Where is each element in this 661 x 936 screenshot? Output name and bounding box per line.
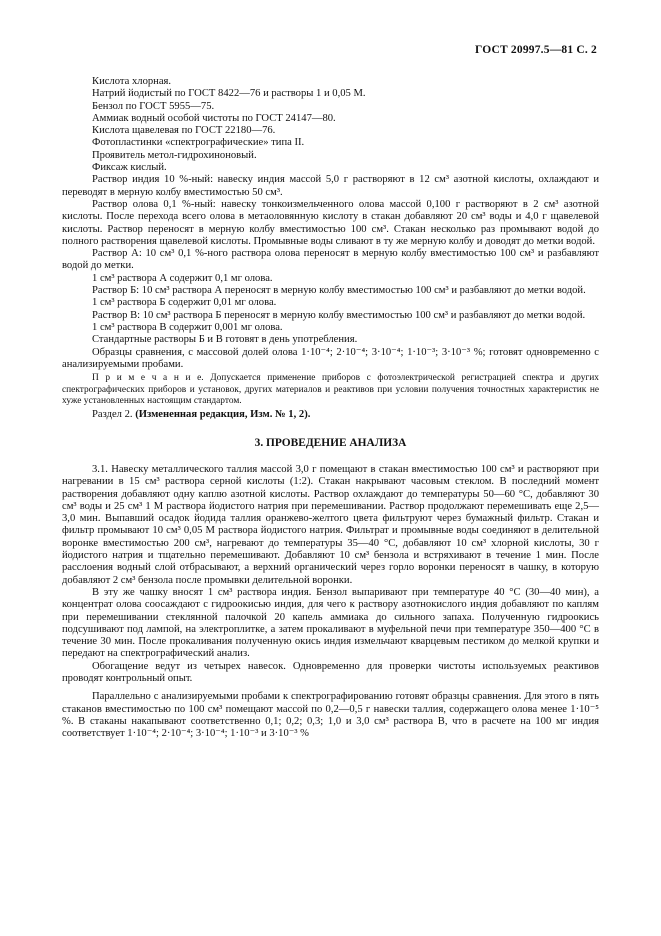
section-reference-edition: (Измененная редакция, Изм. № 1, 2). [135, 409, 311, 421]
solution-a-paragraph: Раствор А: 10 см³ 0,1 %-ного раствора олова переносят в мерную колбу вместимостью 100 см³ и разбавляют водой до метки. [62, 248, 599, 272]
note-paragraph: П р и м е ч а н и е. Допускается применение приборов с фотоэлектрической регистрацией спектра и других спектрографических приборов и установок, других материалов и реактивов при условии получения точностных характеристик не хуже установленных настоящим стандартом. [62, 373, 599, 406]
analysis-paragraph-4: Параллельно с анализируемыми пробами к спектрографированию готовят образцы сравнения. Для этого в пять стаканов вместимостью по 100 см³ помещают массой по 0,2—0,5 г навески таллия, содержащего олова менее 1·10⁻⁵ %. В стаканы накапывают соответственно 0,1; 0,2; 0,3; 1,0 и 3,0 см³ раствора В, что в расчете на 100 мг индия соответствует 1·10⁻⁴; 2·10⁻⁴; 3·10⁻⁴; 1·10⁻³ и 3·10⁻³ % [62, 691, 599, 740]
solution-b-paragraph: Раствор Б: 10 см³ раствора А переносят в мерную колбу вместимостью 100 см³ и разбавляют до метки водой. [92, 285, 586, 297]
section-title: 3. ПРОВЕДЕНИЕ АНАЛИЗА [254, 436, 407, 449]
solution-v-paragraph: Раствор В: 10 см³ раствора Б переносят в мерную колбу вместимостью 100 см³ и разбавляют до метки водой. [92, 309, 586, 321]
reference-samples-paragraph: Образцы сравнения, с массовой долей олова 1·10⁻⁴; 2·10⁻⁴; 3·10⁻⁴; 1·10⁻³; 3·10⁻³ %; готовят одновременно с анализируемыми пробами. [62, 346, 599, 370]
indium-solution-paragraph: Раствор индия 10 %-ный: навеску индия массой 5,0 г растворяют в 12 см³ азотной кислоты, охлаждают и переводят в мерную колбу вместимостью 50 см³. [62, 174, 599, 198]
analysis-paragraph-2: В эту же чашку вносят 1 см³ раствора индия. Бензол выпаривают при температуре 40 °С (30—40 мин), а концентрат олова соосаждают с гидроокисью индия, для чего к раствору азотнокислого индия добавляют по каплям при перемешивании стеклянной палочкой 20 капель аммиака до сильного запаха. Полученную гидроокись подсушивают под лампой, на электроплитке, а затем прокаливают в муфельной печи при температуре 350—400 °С в течение 30 мин. После прокаливания полученную окись индия измельчают кварцевым пестиком до мелкой крупки и передают на спектрографический анализ. [62, 586, 599, 660]
reagent-line: Проявитель метол-гидрохиноновый. [92, 149, 257, 161]
reagent-line: Аммиак водный особой чистоты по ГОСТ 24147—80. [92, 112, 336, 124]
solution-a-content: 1 см³ раствора А содержит 0,1 мг олова. [92, 272, 273, 284]
reagent-line: Фотопластинки «спектрографические» типа II. [92, 137, 305, 149]
section-reference-prefix: Раздел 2. [92, 409, 133, 421]
reagent-line: Кислота хлорная. [92, 76, 172, 87]
reagent-line: Натрий йодистый по ГОСТ 8422—76 и растворы 1 и 0,05 М. [92, 88, 366, 100]
reagent-line: Кислота щавелевая по ГОСТ 22180—76. [92, 125, 276, 137]
reagent-line: Бензол по ГОСТ 5955—75. [92, 100, 215, 112]
document-body [62, 76, 599, 740]
solution-b-content: 1 см³ раствора Б содержит 0,01 мг олова. [92, 297, 277, 309]
analysis-paragraph-1: 3.1. Навеску металлического таллия массой 3,0 г помещают в стакан вместимостью 100 см³ и растворяют при нагревании в 15 см³ раствора серной кислоты (1:2). Стакан накрывают часовым стеклом. В последний момент растворения добавляют одну каплю азотной кислоты. Раствор охлаждают до температуры 50—60 °С, добавляют 30 см³ воды и 25 см³ 1 М раствора йодистого натрия при перемешивании. Раствор продолжают перемешивать еще 2,5—3,0 мин. Выпавший осадок йодида таллия оранжево-желтого цвета фильтруют через бумажный фильтр. Стакан и фильтр промывают 10 см³ 0,05 М раствора йодистого натрия. Фильтрат и промывные воды соединяют в делительной воронке вместимостью 200 см³, нагревают до температуры 35—40 °С, добавляют 10 см³ хлорной кислоты, 30 г йодистого натрия и тщательно перемешивают. Добавляют 10 см³ бензола и встряхивают в течение 1 мин. После расслоения водный слой отбрасывают, а верхний органический через горло воронки переносят в чашку, в которую добавляют 2 см³ бензола после промывки делительной воронки. [62, 463, 599, 586]
reagent-line: Фиксаж кислый. [92, 162, 167, 174]
analysis-paragraph-3: Обогащение ведут из четырех навесок. Одновременно для проверки чистоты используемых реактивов проводят контрольный опыт. [62, 660, 599, 684]
tin-solution-paragraph: Раствор олова 0,1 %-ный: навеску тонкоизмельченного олова массой 0,100 г растворяют в 2 см³ азотной кислоты. После перехода всего олова в метаоловянную кислоту в стакан добавляют 20 см³ воды и 4,0 г щавелевой кислоты. Раствор переносят в мерную колбу вместимостью 100 см³. Стакан несколько раз промывают водой до полного растворения щавелевой кислоты. Промывные воды сливают в ту же мерную колбу и доводят до метки водой. [62, 198, 599, 247]
section-reference [62, 409, 599, 421]
page-header: ГОСТ 20997.5—81 С. 2 [474, 44, 597, 56]
standard-solutions-paragraph: Стандартные растворы Б и В готовят в день употребления. [92, 334, 358, 346]
solution-v-content: 1 см³ раствора В содержит 0,001 мг олова. [92, 321, 283, 333]
